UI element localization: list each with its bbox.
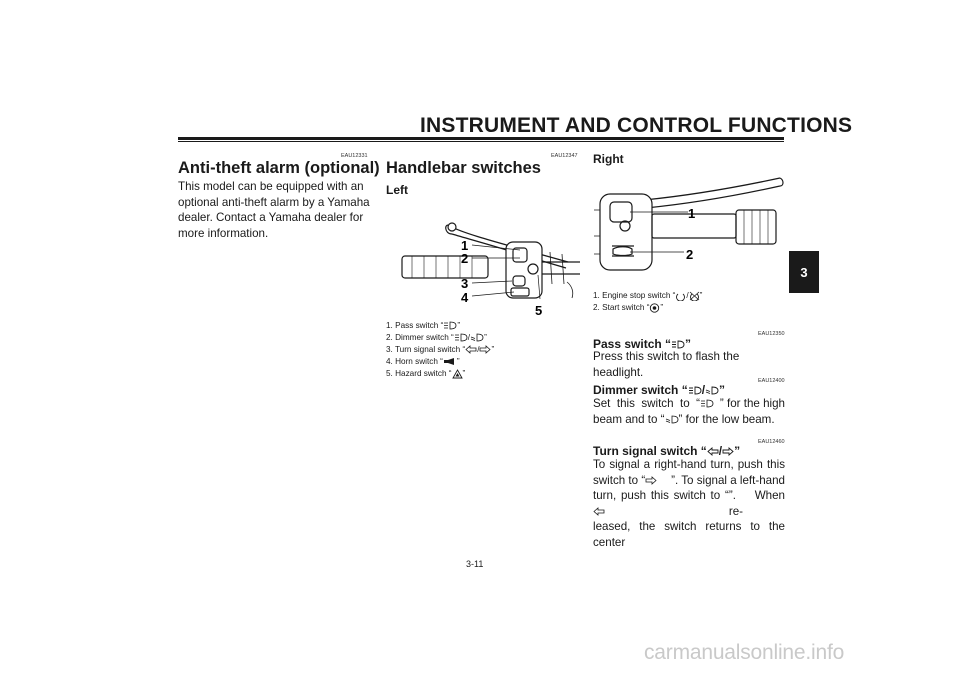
text-line: turn, push this switch to “ ”. When re-	[593, 489, 785, 518]
text-line: more information.	[178, 226, 269, 240]
callout-5: 5	[535, 303, 543, 318]
callout-4: 4	[461, 290, 469, 305]
text-line: leased, the switch returns to the center	[593, 520, 785, 549]
low-beam-icon	[470, 333, 484, 342]
pass-switch-body	[593, 349, 785, 380]
left-subheading: Left	[386, 183, 408, 197]
page-header-title: INSTRUMENT AND CONTROL FUNCTIONS	[420, 114, 853, 137]
turn-right-icon	[722, 447, 734, 456]
turn-left-icon	[593, 507, 605, 516]
left-captions	[386, 320, 494, 380]
section-code: EAU12347	[551, 153, 578, 159]
page-number: 3-11	[466, 559, 484, 569]
turn-signal-switch-title: Turn signal switch “ / ”	[593, 444, 741, 458]
pass-switch-title: Pass switch “ ”	[593, 337, 692, 351]
text-line: Press this switch to flash the headlight.	[593, 350, 740, 379]
callout-1: 1	[461, 238, 469, 253]
anti-theft-body	[178, 179, 372, 241]
turn-left-icon	[707, 447, 719, 456]
caption-engine-stop: 1. Engine stop switch “ / ”	[593, 291, 703, 300]
text-line: optional anti-theft alarm by a Yamaha	[178, 195, 370, 209]
caption-hazard: 5. Hazard switch “ ”	[386, 369, 466, 378]
caption-turn-signal: 3. Turn signal switch “ / ”	[386, 345, 495, 354]
callout-3: 3	[461, 276, 469, 291]
header-rule	[178, 137, 784, 140]
start-icon	[649, 303, 660, 313]
right-subheading: Right	[593, 152, 624, 166]
turn-right-icon	[479, 345, 491, 354]
turn-signal-body	[593, 457, 785, 551]
callout-2: 2	[686, 247, 694, 262]
high-beam-icon	[688, 386, 702, 395]
high-beam-icon	[700, 399, 714, 408]
text-line: To signal a right-hand turn, push this	[593, 458, 785, 471]
section-code: EAU12400	[758, 378, 785, 384]
section-code: EAU12331	[341, 153, 368, 159]
section-heading-handlebar: Handlebar switches	[386, 159, 541, 177]
callout-2: 2	[461, 251, 469, 266]
pass-flash-icon	[443, 321, 457, 330]
engine-run-icon	[675, 291, 686, 301]
right-handlebar-illustration	[594, 170, 786, 286]
text-line: switch to “ ”. To signal a left-hand	[593, 473, 785, 487]
high-beam-icon	[454, 333, 468, 342]
section-heading-anti-theft: Anti-theft alarm (optional)	[178, 159, 380, 177]
dimmer-switch-body	[593, 396, 785, 427]
callout-1: 1	[688, 206, 696, 221]
text-line: Set this switch to “ ” for the high	[593, 397, 785, 410]
turn-right-icon	[645, 476, 657, 485]
dimmer-switch-title: Dimmer switch “ / ”	[593, 383, 726, 397]
caption-horn: 4. Horn switch “ ”	[386, 357, 460, 366]
caption-pass: 1. Pass switch “ ”	[386, 321, 461, 330]
caption-start: 2. Start switch “ ”	[593, 303, 664, 312]
section-code: EAU12350	[758, 331, 785, 337]
low-beam-icon	[665, 415, 679, 424]
text-line: dealer. Contact a Yamaha dealer for	[178, 211, 364, 225]
hazard-icon	[452, 369, 463, 379]
header-rule-thin	[178, 141, 784, 142]
left-handlebar-illustration	[392, 212, 582, 324]
horn-icon	[443, 357, 457, 366]
pass-flash-icon	[671, 340, 685, 349]
chapter-tab[interactable]: 3	[789, 251, 819, 293]
right-captions	[593, 290, 702, 314]
text-line: beam and to “ ” for the low beam.	[593, 412, 775, 426]
low-beam-icon	[705, 386, 719, 395]
watermark: carmanualsonline.info	[644, 641, 845, 664]
text-line: This model can be equipped with an	[178, 180, 364, 193]
section-code: EAU12460	[758, 439, 785, 445]
caption-dimmer: 2. Dimmer switch “ / ”	[386, 333, 487, 342]
engine-stop-icon	[689, 291, 700, 301]
turn-left-icon	[465, 345, 477, 354]
